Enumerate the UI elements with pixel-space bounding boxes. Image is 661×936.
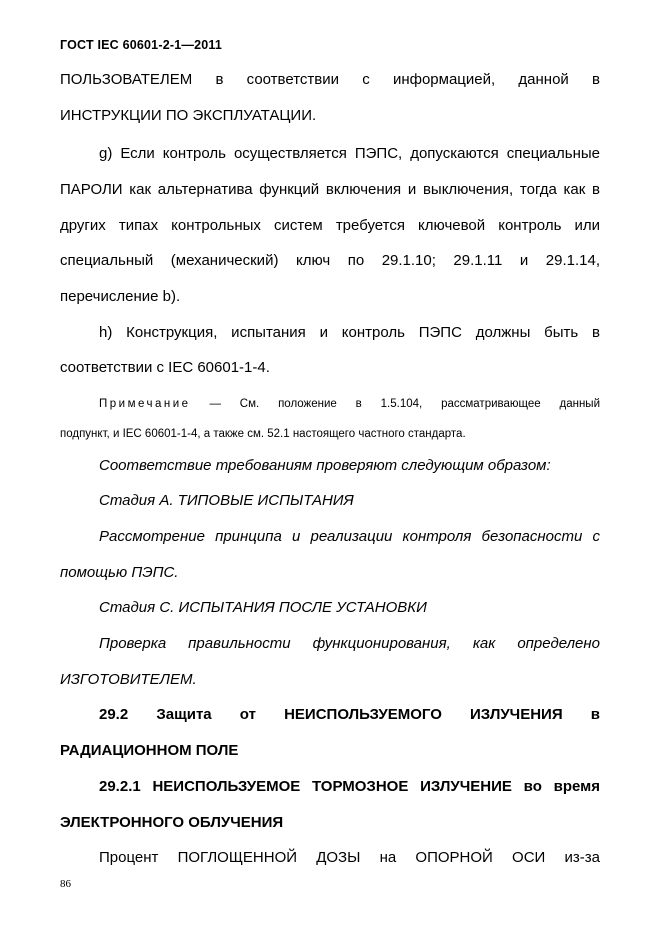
section-heading-29-2-1: ЭЛЕКТРОННОГО ОБЛУЧЕНИЯ: [60, 814, 284, 831]
compliance-line: Соответствие требованиям проверяют следующим образом:: [99, 457, 551, 474]
check-line: Проверка правильности функционирования, как определено: [99, 635, 600, 652]
review-line: помощью ПЭПС.: [60, 564, 179, 581]
section-heading-29-2: РАДИАЦИОННОМ ПОЛЕ: [60, 742, 239, 759]
note-text: — См. положение в 1.5.104, рассматривающее данный: [190, 398, 600, 410]
body-line: ПОЛЬЗОВАТЕЛЕМ в соответствии с информацией, данной в: [60, 71, 600, 88]
note-label: Примечание: [99, 398, 191, 410]
review-line: Рассмотрение принципа и реализации контроля безопасности с: [99, 528, 600, 545]
item-h-line: соответствии с IEC 60601-1-4.: [60, 359, 270, 376]
item-g-line: перечисление b).: [60, 288, 181, 305]
section-heading-29-2-1: 29.2.1 НЕИСПОЛЬЗУЕМОЕ ТОРМОЗНОЕ ИЗЛУЧЕНИЕ во время: [99, 778, 600, 795]
item-g-line: других типах контрольных систем требуется ключевой контроль или: [60, 217, 600, 234]
stage-c-line: Стадия С. ИСПЫТАНИЯ ПОСЛЕ УСТАНОВКИ: [99, 599, 427, 616]
item-g-line: g) Если контроль осуществляется ПЭПС, допускаются специальные: [99, 145, 600, 162]
note-line: [99, 395, 600, 413]
item-g-line: специальный (механический) ключ по 29.1.10; 29.1.11 и 29.1.14,: [60, 252, 600, 269]
item-h-line: h) Конструкция, испытания и контроль ПЭПС должны быть в: [99, 324, 600, 341]
item-g-line: ПАРОЛИ как альтернатива функций включения и выключения, тогда как в: [60, 181, 600, 198]
check-line: ИЗГОТОВИТЕЛЕМ.: [60, 671, 197, 688]
page-number: 86: [60, 878, 71, 890]
stage-a-line: Стадия А. ТИПОВЫЕ ИСПЫТАНИЯ: [99, 492, 354, 509]
note-line: подпункт, и IEC 60601-1-4, а также см. 52.1 настоящего частного стандарта.: [60, 428, 466, 440]
body-line: Процент ПОГЛОЩЕННОЙ ДОЗЫ на ОПОРНОЙ ОСИ из-за: [99, 849, 600, 866]
section-heading-29-2: 29.2 Защита от НЕИСПОЛЬЗУЕМОГО ИЗЛУЧЕНИЯ в: [99, 706, 600, 723]
body-line: ИНСТРУКЦИИ ПО ЭКСПЛУАТАЦИИ.: [60, 107, 317, 124]
document-header: ГОСТ IEC 60601-2-1—2011: [60, 38, 222, 52]
